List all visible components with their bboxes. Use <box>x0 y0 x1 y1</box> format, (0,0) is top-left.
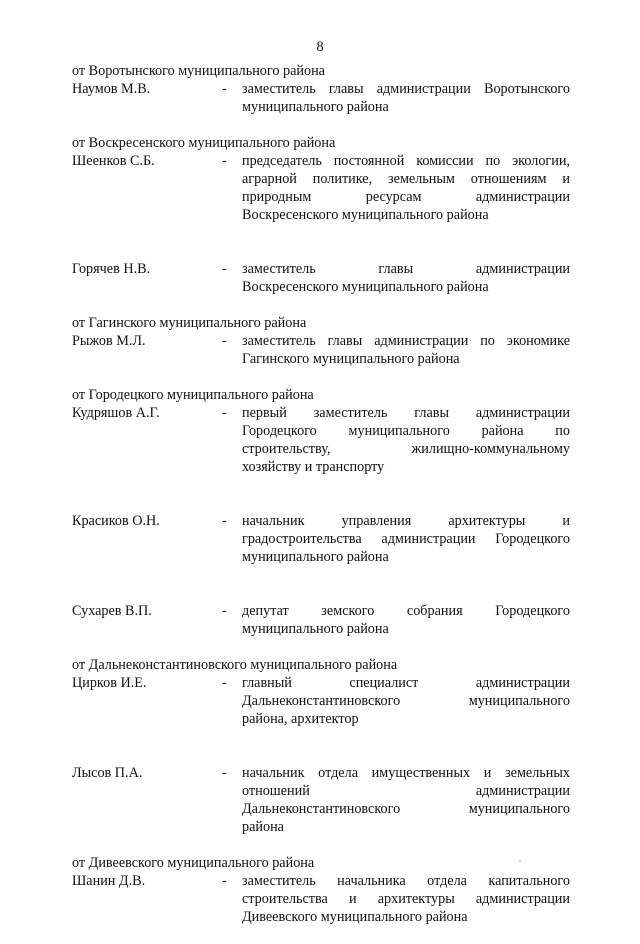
position-line: района, архитектор <box>242 711 359 727</box>
delegate-position <box>242 512 570 566</box>
delegate-position <box>242 152 570 224</box>
separator-dash: - <box>222 153 227 169</box>
delegate-name: Горячев Н.В. <box>72 261 151 277</box>
separator-dash: - <box>222 81 227 97</box>
position-line: аграрной политике, земельным отношениям и <box>242 171 570 187</box>
position-line: Городецкого муниципального района по <box>242 423 570 439</box>
delegate-name: Кудряшов А.Г. <box>72 405 160 421</box>
section-title: от Дальнеконстантиновского муниципального района <box>72 657 398 673</box>
position-line: заместитель начальника отдела капитального <box>242 873 570 889</box>
position-line: природным ресурсам администрации <box>242 189 570 205</box>
position-line: Дивеевского муниципального района <box>242 909 468 925</box>
position-line: строительства и архитектуры администрации <box>242 891 570 907</box>
delegate-position <box>242 332 570 368</box>
delegate-name: Красиков О.Н. <box>72 513 160 529</box>
delegate-name: Шеенков С.Б. <box>72 153 155 169</box>
position-line: начальник отдела имущественных и земельных <box>242 765 570 781</box>
separator-dash: - <box>222 765 227 781</box>
position-line: первый заместитель главы администрации <box>242 405 570 421</box>
district-section <box>72 62 570 116</box>
delegate-name: Наумов М.В. <box>72 81 151 97</box>
delegate-entry <box>72 674 570 728</box>
delegate-position <box>242 80 570 116</box>
delegate-position <box>242 404 570 476</box>
position-line: отношений администрации <box>242 783 570 799</box>
position-line: депутат земского собрания Городецкого <box>242 603 570 619</box>
position-line: муниципального района <box>242 549 389 565</box>
position-line: муниципального района <box>242 99 389 115</box>
delegate-entry <box>72 332 570 368</box>
section-title: от Гагинского муниципального района <box>72 315 307 331</box>
delegate-position <box>242 674 570 728</box>
district-section <box>72 314 570 368</box>
delegate-name: Цирков И.Е. <box>72 675 147 691</box>
position-line: главный специалист администрации <box>242 675 570 691</box>
district-section <box>72 854 570 926</box>
position-line: Дальнеконстантиновского муниципального <box>242 801 570 817</box>
separator-dash: - <box>222 261 227 277</box>
delegate-entry <box>72 512 570 566</box>
delegate-position <box>242 602 570 638</box>
delegate-entry <box>72 764 570 836</box>
position-line: заместитель главы администрации по экономике <box>242 333 570 349</box>
delegate-entry <box>72 404 570 476</box>
delegates-list <box>72 62 570 944</box>
scan-artifact <box>519 860 521 862</box>
section-title: от Дивеевского муниципального района <box>72 855 315 871</box>
district-section <box>72 656 570 836</box>
delegate-entry <box>72 260 570 296</box>
delegate-name: Шанин Д.В. <box>72 873 146 889</box>
position-line: Гагинского муниципального района <box>242 351 460 367</box>
position-line: Дальнеконстантиновского муниципального <box>242 693 570 709</box>
district-section <box>72 134 570 296</box>
position-line: градостроительства администрации Городецкого <box>242 531 570 547</box>
delegate-entry <box>72 872 570 926</box>
section-title: от Воротынского муниципального района <box>72 63 325 79</box>
district-section <box>72 386 570 638</box>
delegate-name: Лысов П.А. <box>72 765 143 781</box>
delegate-position <box>242 260 570 296</box>
separator-dash: - <box>222 333 227 349</box>
delegate-position <box>242 872 570 926</box>
position-line: муниципального района <box>242 621 389 637</box>
position-line: Воскресенского муниципального района <box>242 207 489 223</box>
page-number: 8 <box>316 39 324 55</box>
position-line: заместитель главы администрации Воротынского <box>242 81 570 97</box>
section-title: от Городецкого муниципального района <box>72 387 314 403</box>
position-line: начальник управления архитектуры и <box>242 513 570 529</box>
delegate-entry <box>72 602 570 638</box>
position-line: строительству, жилищно-коммунальному <box>242 441 570 457</box>
delegate-position <box>242 764 570 836</box>
separator-dash: - <box>222 675 227 691</box>
delegate-entry <box>72 152 570 224</box>
position-line: Воскресенского муниципального района <box>242 279 489 295</box>
section-title: от Воскресенского муниципального района <box>72 135 336 151</box>
position-line: заместитель главы администрации <box>242 261 570 277</box>
position-line: председатель постоянной комиссии по экологии, <box>242 153 570 169</box>
separator-dash: - <box>222 513 227 529</box>
separator-dash: - <box>222 603 227 619</box>
position-line: района <box>242 819 284 835</box>
delegate-name: Сухарев В.П. <box>72 603 152 619</box>
position-line: хозяйству и транспорту <box>242 459 385 475</box>
separator-dash: - <box>222 405 227 421</box>
delegate-name: Рыжов М.Л. <box>72 333 146 349</box>
delegate-entry <box>72 80 570 116</box>
separator-dash: - <box>222 873 227 889</box>
